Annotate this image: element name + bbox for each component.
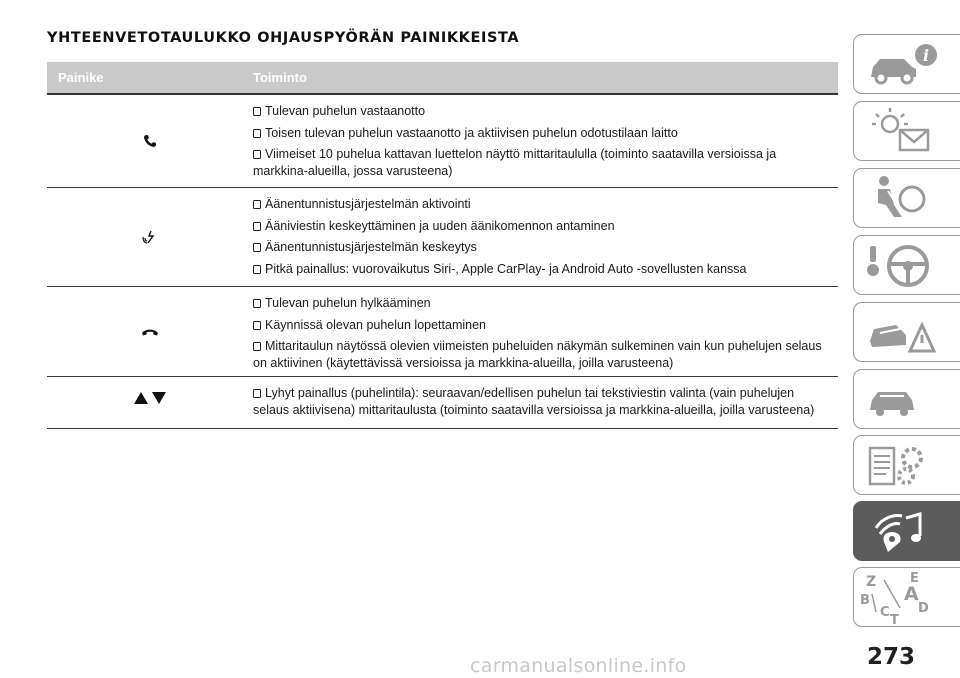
svg-text:A: A — [904, 583, 919, 605]
page-title: YHTEENVETOTAULUKKO OHJAUSPYÖRÄN PAINIKKEISTA — [47, 30, 520, 46]
svg-text:B: B — [860, 593, 870, 608]
checkbox-bullet-icon — [253, 129, 261, 138]
button-cell — [47, 188, 253, 286]
dashboard-lights-icon — [866, 106, 946, 156]
car-maintenance-icon — [866, 374, 946, 424]
checkbox-bullet-icon — [253, 265, 261, 274]
checkbox-bullet-icon — [253, 200, 261, 209]
button-cell — [47, 95, 253, 187]
function-cell — [253, 188, 838, 286]
list-item: Tulevan puhelun vastaanotto — [253, 103, 828, 120]
svg-text:C: C — [880, 605, 890, 620]
tab-car-info[interactable] — [853, 34, 960, 94]
list-item: Mittaritaulun näytössä olevien viimeisten puheluiden näkymän sulkeminen vain kun puhelujen selaus on aktiivinen (käytettävissä versioissa ja markkina-alueilla, joilla varusteena) — [253, 339, 822, 370]
checkbox-bullet-icon — [253, 222, 261, 231]
tab-steering[interactable] — [853, 235, 960, 295]
checkbox-bullet-icon — [253, 321, 261, 330]
multimedia-icon — [866, 504, 946, 558]
index-icon — [858, 568, 938, 624]
checkbox-bullet-icon — [253, 107, 261, 116]
page-number: 273 — [867, 644, 916, 670]
table-header — [47, 62, 838, 95]
list-item: Äänentunnistusjärjestelmän keskeytys — [253, 239, 828, 256]
tab-safety[interactable] — [853, 168, 960, 228]
checkbox-bullet-icon — [253, 389, 261, 398]
list-item: Viimeiset 10 puhelua kattavan luettelon näyttö mittaritaululla (toiminto saatavilla versioissa ja markkina-alueilla, jossa varusteena) — [253, 147, 777, 178]
steering-wheel-icon — [866, 240, 946, 290]
table-row — [47, 377, 838, 429]
function-cell — [253, 287, 838, 376]
list-item: Ääniviestin keskeyttäminen ja uuden äänikomennon antaminen — [253, 218, 828, 235]
tab-dashboard-lights[interactable] — [853, 101, 960, 161]
table-row — [47, 188, 838, 287]
up-down-arrows-icon — [133, 391, 167, 405]
button-cell — [47, 377, 253, 428]
svg-text:i: i — [923, 46, 930, 65]
tab-emergency[interactable] — [853, 302, 960, 362]
tab-multimedia[interactable] — [853, 501, 960, 561]
watermark[interactable]: carmanualsonline.info — [470, 655, 687, 677]
checkbox-bullet-icon — [253, 150, 261, 159]
technical-data-icon — [866, 440, 946, 490]
tab-index[interactable] — [853, 567, 960, 627]
summary-table — [47, 62, 838, 429]
function-cell — [253, 95, 838, 187]
table-row — [47, 95, 838, 188]
list-item: Pitkä painallus: vuorovaikutus Siri-, Apple CarPlay- ja Android Auto -sovellusten kanssa — [253, 261, 828, 278]
list-item: Toisen tulevan puhelun vastaanotto ja aktiivisen puhelun odotustilaan laitto — [253, 125, 828, 142]
phone-hangup-icon — [141, 327, 159, 337]
list-item: Tulevan puhelun hylkääminen — [253, 295, 828, 312]
safety-airbag-icon — [866, 173, 946, 223]
list-item: Lyhyt painallus (puhelintila): seuraavan/edellisen puhelun tai tekstiviestin valinta (vain puhelujen selaus aktiivisena) mittaritaulusta (toiminto saatavilla versioissa ja markkina-alueilla, joilla varusteena) — [253, 386, 815, 417]
warning-emergency-icon — [866, 307, 946, 357]
checkbox-bullet-icon — [253, 299, 261, 308]
button-cell — [47, 287, 253, 376]
car-info-icon — [866, 39, 946, 89]
svg-text:D: D — [918, 601, 929, 616]
list-item: Äänentunnistusjärjestelmän aktivointi — [253, 196, 828, 213]
column-header-button: Painike — [58, 70, 104, 85]
tab-technical-data[interactable] — [853, 435, 960, 495]
svg-text:E: E — [910, 571, 919, 586]
voice-recognition-icon — [142, 229, 158, 245]
column-header-function: Toiminto — [253, 70, 307, 85]
list-item: Käynnissä olevan puhelun lopettaminen — [253, 317, 828, 334]
tab-maintenance[interactable] — [853, 369, 960, 429]
function-cell — [253, 377, 838, 428]
phone-answer-icon — [143, 134, 157, 148]
checkbox-bullet-icon — [253, 243, 261, 252]
table-row — [47, 287, 838, 377]
svg-text:T: T — [890, 613, 899, 624]
checkbox-bullet-icon — [253, 342, 261, 351]
svg-text:Z: Z — [866, 574, 877, 590]
